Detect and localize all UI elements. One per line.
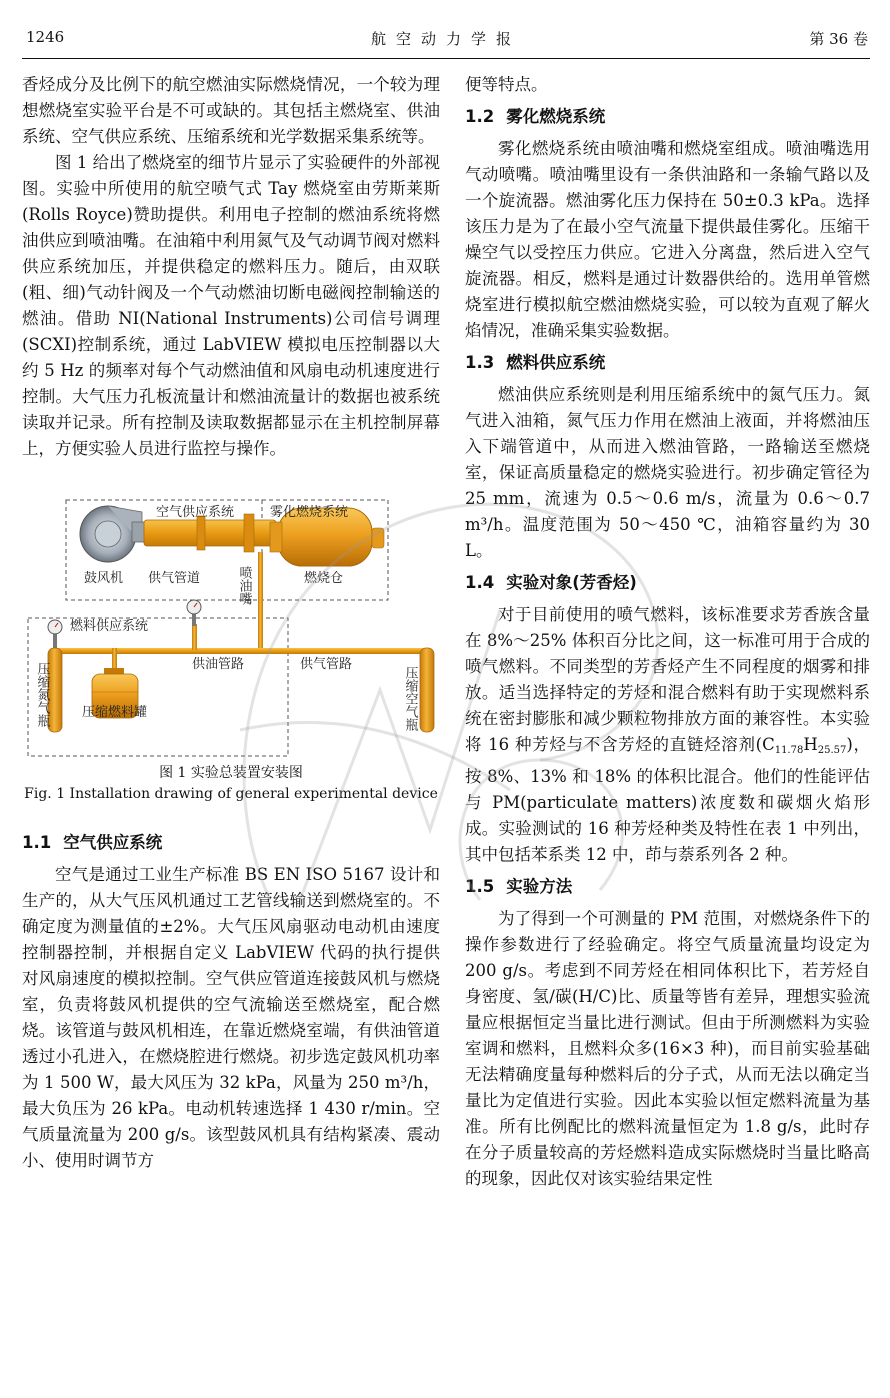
section-number: 1.2 xyxy=(465,107,495,126)
page-header xyxy=(22,28,870,54)
label-air-pipe: 供气管路 xyxy=(300,657,353,672)
paragraph-fuel-supply: 燃油供应系统则是利用压缩系统中的氮气压力。氮气进入油箱，氮气压力作用在燃油上液面，并将燃油压入下端管道中，从而进入燃油管路，一路输送至燃烧室，保证高质量稳定的燃烧实验进行。初步确定管径为 25 mm，流速为 0.5～0.6 m/s，流量为 0.6～0.7 m³/h。温度范围为 50～450 ℃，油箱容量约为 30 L。 xyxy=(465,385,870,560)
air-bottle xyxy=(420,648,434,732)
label-combustor: 燃烧仓 xyxy=(304,571,344,586)
paragraph-aromatics xyxy=(465,602,870,868)
label-n2-bottle: 压缩氮气瓶 xyxy=(34,662,50,727)
section-heading-1-5 xyxy=(465,874,870,900)
paragraph-fig1-description: 图 1 给出了燃烧室的细节片显示了实验硬件的外部视图。实验中所使用的航空喷气式 Tay 燃烧室由劳斯莱斯(Rolls Royce)赞助提供。利用电子控制的燃油系统将燃油供应到喷油嘴。在油箱中利用氮气及气动调节阀对燃料供应系统加压，并提供稳定的燃料压力。随后，由双联(粗、细)气动针阀及一个气动燃油切断电磁阀控制输送的燃油。借助 NI(National Instruments)公司信号调理(SCXI)控制系统，通过 LabVIEW 模拟电压控制器以大约 5 Hz 的频率对每个气动燃油值和风扇电动机速度进行控制。大气压力孔板流量计和燃油流量计的数据也被系统读取并记录。所有控制及读取数据都显示在主机控制屏幕上，方便实验人员进行监控与操作。 xyxy=(22,153,440,458)
label-blower: 鼓风机 xyxy=(84,571,124,586)
section-title: 空气供应系统 xyxy=(63,833,163,852)
text-run: H xyxy=(803,735,818,754)
experimental-device-diagram xyxy=(22,492,440,758)
section-title: 实验方法 xyxy=(506,877,573,896)
left-column xyxy=(22,72,440,1174)
label-air-bottle: 压缩空气瓶 xyxy=(402,666,418,731)
gauge-icon xyxy=(187,600,201,626)
section-title: 实验对象(芳香烃) xyxy=(506,573,637,592)
section-title: 燃料供应系统 xyxy=(506,353,606,372)
label-air-supply-system: 空气供应系统 xyxy=(156,505,235,520)
section-number: 1.3 xyxy=(465,353,495,372)
volume-label: 第 36 卷 xyxy=(809,30,868,48)
paragraph-method: 为了得到一个可测量的 PM 范围，对燃烧条件下的操作参数进行了经验确定。将空气质量流量均设定为 200 g/s。考虑到不同芳烃在相同体积比下，若芳烃自身密度、氢/碳(H/C)比、质量等皆有差异，理想实验流量应根据恒定当量比进行测试。但由于所测燃料为实验室调和燃料，且燃料众多(16×3 种)，而目前实验基础无法精确度量每种燃料后的分子式，从而无法以确定当量比为定值进行实验。因此本实验以恒定燃料流量为基准。所有比例配比的燃料流量恒定为 1.8 g/s，此时存在分子质量较高的芳烃燃料造成实际燃烧时当量比略高的现象，因此仅对该实验结果定性 xyxy=(465,909,870,1188)
paragraph-intro: 香烃成分及比例下的航空燃油实际燃烧情况，一个较为理想燃烧室实验平台是不可或缺的。其包括主燃烧室、供油系统、空气供应系统、压缩系统和光学数据采集系统等。 xyxy=(22,75,440,146)
text-run: )，按 8%、13% 和 18% 的体积比混合。他们的性能评估与 PM(particulate matters)浓度数和碳烟火焰形成。实验测试的 16 种芳烃种类及特性在表 1 中列出，其中包括苯系类 12 中，茚与萘系列各 2 种。 xyxy=(465,735,870,864)
nozzle-pipe xyxy=(258,552,263,652)
label-fuel-tank: 压缩燃料罐 xyxy=(82,705,148,720)
paragraph-atomizing: 雾化燃烧系统由喷油嘴和燃烧室组成。喷油嘴选用气动喷嘴。喷油嘴里设有一条供油路和一条输气路以及一个旋流器。燃油雾化压力保持在 50±0.3 kPa。选择该压力是为了在最小空气流量下提供最佳雾化。压缩干燥空气以受控压力供应。它进入分离盘，然后进入空气旋流器。相反，燃料是通过计数器供给的。选用单管燃烧室进行模拟航空燃油燃烧实验，可以较为直观了解火焰情况，准确采集实验数据。 xyxy=(465,139,870,340)
figure-caption-en: Fig. 1 Installation drawing of general experimental device xyxy=(24,786,438,802)
journal-title: 航空动力学报 xyxy=(370,30,521,48)
section-heading-1-4 xyxy=(465,570,870,596)
header-rule xyxy=(22,58,870,59)
section-title: 雾化燃烧系统 xyxy=(506,107,606,126)
section-number: 1.1 xyxy=(22,833,52,852)
text-run: 对于目前使用的喷气燃料，该标准要求芳香族含量在 8%～25% 体积百分比之间，这一标准可用于合成的喷气燃料。不同类型的芳香烃产生不同程度的烟雾和排放。适当选择特定的芳烃和混合燃料有助于实现燃料系统在密封膨胀和减少颗粒物排放方面的兼容性。本实验将 16 种芳烃与不含芳烃的直链烃溶剂(C xyxy=(465,605,870,754)
label-air-duct: 供气管道 xyxy=(148,571,201,586)
subscript: 11.78 xyxy=(774,745,804,756)
section-heading-1-1 xyxy=(22,830,440,856)
fuel-supply-box xyxy=(28,618,288,756)
paragraph-air-supply: 空气是通过工业生产标准 BS EN ISO 5167 设计和生产的，从大气压风机通过工艺管线输送到燃烧室的。不确定度为测量值的±2%。大气压风扇驱动电动机由速度控制器控制，并根据自定义 LabVIEW 代码的执行提供对风扇速度的模拟控制。空气供应管道连接鼓风机与燃烧室，负责将鼓风机提供的空气流输送至燃烧室，配合燃烧。该管道与鼓风机相连，在靠近燃烧室端，有供油管道透过小孔进入，在燃烧腔进行燃烧。初步选定鼓风机功率为 1 500 W，最大风压为 32 kPa，风量为 250 m³/h，最大负压为 26 kPa。电动机转速选择 1 430 r/min。空气质量流量为 200 g/s。该型鼓风机具有结构紧凑、震动小、使用时调节方 xyxy=(22,865,440,1170)
paragraph-continued: 便等特点。 xyxy=(465,75,548,94)
label-atomizing-system: 雾化燃烧系统 xyxy=(270,505,349,520)
label-fuel-pipe: 供油管路 xyxy=(192,657,245,672)
page-number: 1246 xyxy=(26,28,65,46)
section-number: 1.5 xyxy=(465,877,495,896)
right-column xyxy=(465,72,870,1192)
main-pipe xyxy=(56,648,426,654)
figure-caption-zh: 图 1 实验总装置安装图 xyxy=(159,765,303,781)
label-fuel-supply-system: 燃料供应系统 xyxy=(70,619,149,634)
figure-1 xyxy=(22,492,440,822)
section-number: 1.4 xyxy=(465,573,495,592)
subscript: 25.57 xyxy=(817,745,847,756)
air-duct xyxy=(144,520,276,546)
n2-bottle xyxy=(48,648,62,732)
gauge-icon xyxy=(48,620,62,648)
section-heading-1-3 xyxy=(465,350,870,376)
label-nozzle: 喷油嘴 xyxy=(236,566,252,605)
section-heading-1-2 xyxy=(465,104,870,130)
